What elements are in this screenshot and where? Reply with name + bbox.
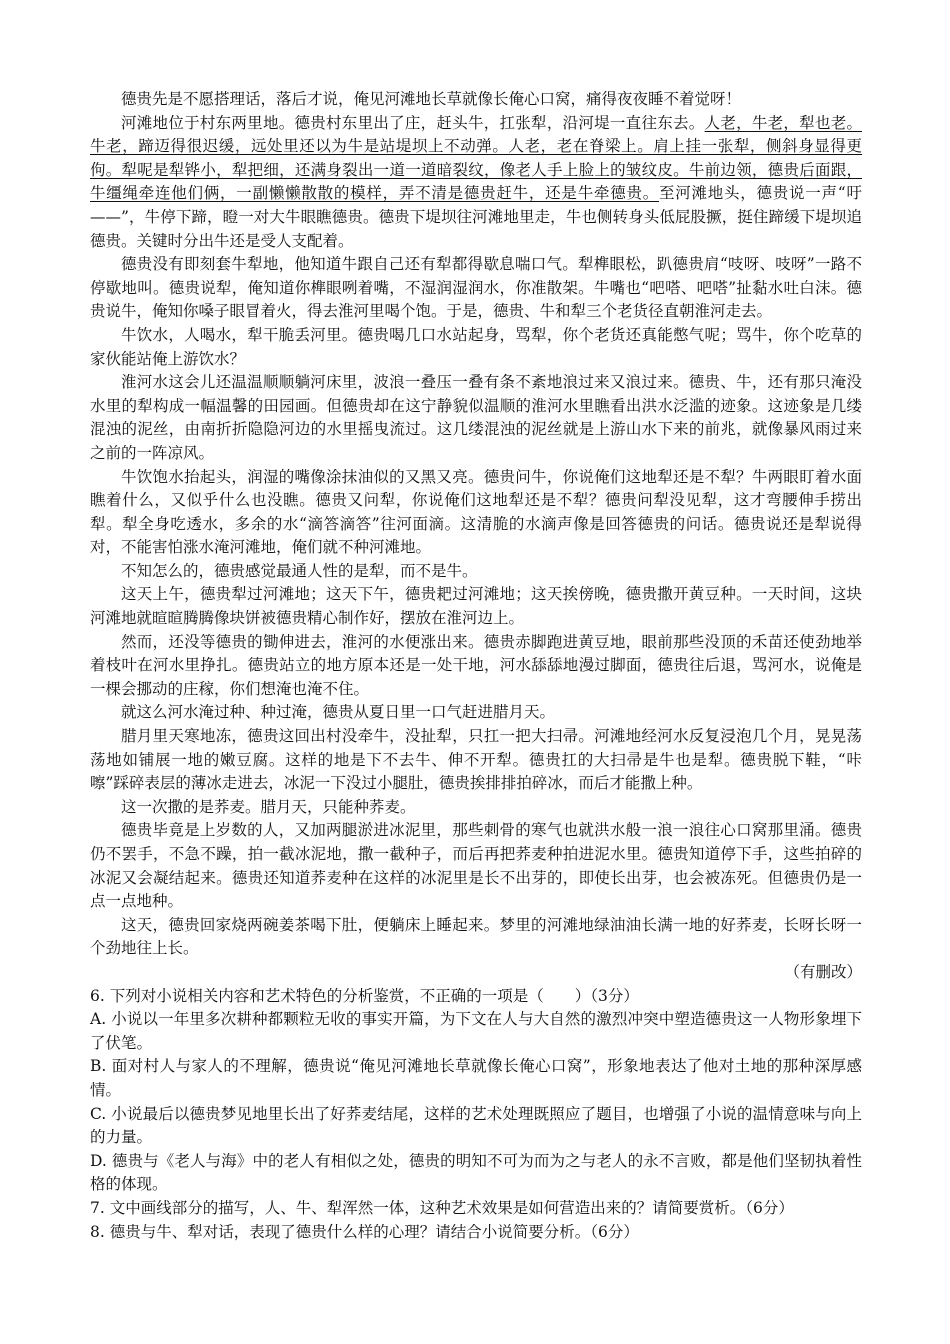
question-6-option-d: D. 德贵与《老人与海》中的老人有相似之处，德贵的明知不可为而为之与老人的永不言败，都是他们坚韧执着性格的体现。 bbox=[90, 1151, 862, 1194]
story-paragraph bbox=[90, 371, 862, 465]
paragraph-text: 这天上午，德贵犁过河滩地；这天下午，德贵耙过河滩地；这天挨傍晚，德贵撒开黄豆种。一天时间，这块河滩地就暄暄腾腾像块饼被德贵精心制作好，摆放在淮河边上。 bbox=[90, 585, 862, 628]
story-paragraph bbox=[90, 324, 862, 371]
question-8: 8. 德贵与牛、犁对话，表现了德贵什么样的心理？请结合小说简要分析。（6分） bbox=[90, 1222, 639, 1241]
story-paragraph bbox=[90, 583, 862, 630]
question-6-option-c: C. 小说最后以德贵梦见地里长出了好荞麦结尾，这样的艺术处理既照应了题目，也增强了小说的温情意味与向上的力量。 bbox=[90, 1104, 862, 1147]
story-paragraph bbox=[90, 725, 862, 796]
story-body bbox=[90, 88, 862, 961]
story-paragraph bbox=[90, 914, 862, 961]
story-paragraph bbox=[90, 560, 862, 584]
story-paragraph bbox=[90, 819, 862, 913]
story-paragraph bbox=[90, 466, 862, 560]
paragraph-text: 就这么河水淹过种、种过淹，德贵从夏日里一口气赶进腊月天。 bbox=[121, 703, 556, 722]
story-paragraph bbox=[90, 88, 862, 112]
story-paragraph bbox=[90, 253, 862, 324]
story-paragraph bbox=[90, 112, 862, 254]
question-7: 7. 文中画线部分的描写，人、牛、犁浑然一体，这种艺术效果是如何营造出来的？请简要赏析。（6分） bbox=[90, 1198, 794, 1217]
question-6-stem: 6. 下列对小说相关内容和艺术特色的分析鉴赏，不正确的一项是（ ）（3分） bbox=[90, 986, 639, 1005]
paragraph-text: 至河滩地头，德贵说一声“吁——”，牛停下蹄，瞪一对大牛眼瞧德贵。德贵下堤坝往河滩地里走，牛也侧转身头低屁股撅，挺住蹄缓下堤坝追德贵。关键时分出牛还是受人支配着。 bbox=[90, 184, 862, 250]
paragraph-text: 不知怎么的，德贵感觉最通人性的是犁，而不是牛。 bbox=[121, 561, 478, 580]
paragraph-text: 淮河水这会儿还温温顺顺躺河床里，波浪一叠压一叠有条不紊地浪过来又浪过来。德贵、牛，还有那只淹没水里的犁构成一幅温馨的田园画。但德贵却在这宁静貌似温顺的淮河水里瞧看出洪水泛滥的迹象。这迹象是几缕混浊的泥丝，由南折折隐隐河边的水里摇曳流过。这几缕混浊的泥丝就是上游山水下来的前兆，就像暴风雨过来之前的一阵凉风。 bbox=[90, 373, 862, 462]
paragraph-text: 这天，德贵回家烧两碗姜茶喝下肚，便躺床上睡起来。梦里的河滩地绿油油长满一地的好荞麦，长呀长呀一个劲地往上长。 bbox=[90, 915, 862, 958]
question-6 bbox=[90, 985, 862, 1197]
story-paragraph bbox=[90, 701, 862, 725]
source-note: （有删改） bbox=[784, 962, 862, 981]
paragraph-text: 腊月里天寒地冻，德贵这回出村没牵牛，没扯犁，只扛一把大扫帚。河滩地经河水反复浸泡几个月，晃晃荡荡地如铺展一地的嫩豆腐。这样的地是下不去牛、伸不开犁。德贵扛的大扫帚是牛也是犁。德贵脱下鞋，“咔嚓”踩碎表层的薄冰走进去，冰泥一下没过小腿肚，德贵挨排排拍碎冰，而后才能撒上种。 bbox=[90, 727, 862, 793]
exam-page bbox=[90, 88, 862, 1244]
question-6-option-b: B. 面对村人与家人的不理解，德贵说“俺见河滩地长草就像长俺心口窝”，形象地表达了他对土地的那种深厚感情。 bbox=[90, 1057, 862, 1099]
story-paragraph bbox=[90, 631, 862, 702]
paragraph-text: 德贵先是不愿搭理话，落后才说，俺见河滩地长草就像长俺心口窝，痛得夜夜睡不着觉呀！ bbox=[121, 90, 742, 108]
paragraph-text: 牛饮水，人喝水，犁干脆丢河里。德贵喝几口水站起身，骂犁，你个老货还真能憋气呢；骂牛，你个吃草的家伙能站俺上游饮水？ bbox=[90, 325, 862, 368]
paragraph-text: 牛饮饱水抬起头，润湿的嘴像涂抹油似的又黑又亮。德贵问牛，你说俺们这地犁还是不犁？牛两眼盯着水面瞧着什么，又似乎什么也没瞧。德贵又问犁，你说俺们这地犁还是不犁？德贵问犁没见犁，这才弯腰伸手捞出犁。犁全身吃透水，多余的水“滴答滴答”往河面滴。这清脆的水滴声像是回答德贵的问话。德贵说还是犁说得对，不能害怕涨水淹河滩地，俺们就不种河滩地。 bbox=[90, 467, 862, 557]
question-6-option-a: A. 小说以一年里多次耕种都颗粒无收的事实开篇，为下文在人与大自然的激烈冲突中塑造德贵这一人物形象埋下了伏笔。 bbox=[90, 1010, 862, 1052]
paragraph-text: 德贵没有即刻套牛犁地，他知道牛跟自己还有犁都得歇息喘口气。犁榫眼松，趴德贵肩“吱呀、吱呀”一路不停歇地叫。德贵说犁，俺知道你榫眼咧着嘴，不湿润湿润水，你准散架。牛嘴也“吧嗒、吧嗒”扯黏水吐白沫。德贵说牛，俺知你嗓子眼冒着火，得去淮河里喝个饱。于是，德贵、牛和犁三个老货径直朝淮河走去。 bbox=[90, 255, 862, 321]
underlined-passage: 人老，牛老，犁也老。牛老，蹄迈得很迟缓，远处里还以为牛是站堤坝上不动弹。人老，老在脊梁上。肩上挂一张犁，侧斜身显得更佝。犁呢是犁铧小，犁把细，还满身裂出一道一道暗裂纹，像老人手上脸上的皱纹皮。牛前边领，德贵后面跟，牛缰绳牵连他们俩，一副懒懒散散的模样，弄不清是德贵赶牛，还是牛牵德贵。 bbox=[90, 113, 862, 203]
story-paragraph bbox=[90, 796, 862, 820]
paragraph-text: 河滩地位于村东两里地。德贵村东里出了庄，赶头牛，扛张犁，沿河堤一直往东去。 bbox=[121, 113, 705, 132]
paragraph-text: 这一次撒的是荞麦。腊月天，只能种荞麦。 bbox=[121, 797, 416, 816]
paragraph-text: 然而，还没等德贵的锄伸进去，淮河的水便涨出来。德贵赤脚跑进黄豆地，眼前那些没顶的禾苗还使劲地举着枝叶在河水里挣扎。德贵站立的地方原本还是一处干地，河水舔舔地漫过脚面，德贵往后退，骂河水，说俺是一棵会挪动的庄稼，你们想淹也淹不住。 bbox=[90, 632, 862, 698]
paragraph-text: 德贵毕竟是上岁数的人，又加两腿淤进冰泥里，那些刺骨的寒气也就洪水般一浪一浪往心口窝那里涌。德贵仍不罢手，不急不躁，拍一截冰泥地，撒一截种子，而后再把荞麦种拍进泥水里。德贵知道停下手，这些拍碎的冰泥又会凝结起来。德贵还知道荞麦种在这样的冰泥里是长不出芽的，即使长出芽，也会被冻死。但德贵仍是一点一点地种。 bbox=[90, 821, 862, 911]
